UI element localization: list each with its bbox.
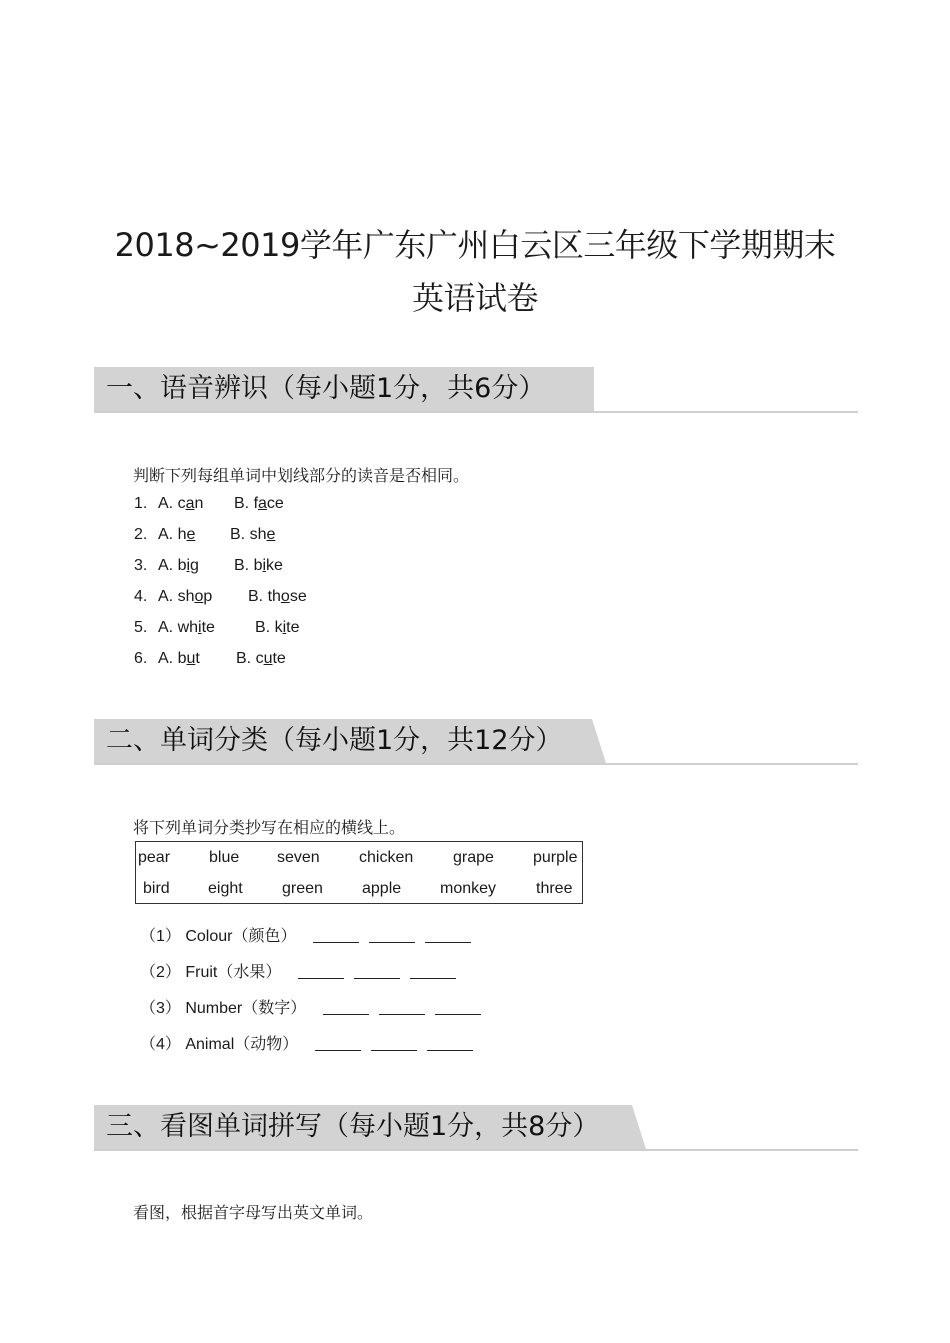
option-text: A. h <box>158 526 187 543</box>
option-a <box>158 619 255 637</box>
page-title-line1: 2018~2019学年广东广州白云区三年级下学期期末 <box>114 226 836 264</box>
word-bank-word: grape <box>453 849 494 866</box>
option-text: t <box>195 650 200 667</box>
section-rule <box>94 763 858 765</box>
option-text: A. c <box>158 495 186 512</box>
question-item <box>134 619 299 637</box>
answer-blank[interactable] <box>371 1036 417 1051</box>
underlined-letters: ig <box>186 557 199 574</box>
option-b <box>255 619 299 637</box>
word-bank-word: monkey <box>440 880 497 897</box>
section-heading-text: 一、语音辨识（每小题1分，共6分） <box>106 373 546 404</box>
underlined-letters: o <box>194 588 204 605</box>
option-text: B. sh <box>230 526 267 543</box>
word-bank-word: green <box>282 880 323 897</box>
answer-blank[interactable] <box>323 1000 369 1015</box>
option-text: B. c <box>236 650 264 667</box>
section-heading-1 <box>94 367 858 413</box>
underlined-letters: u <box>263 650 273 667</box>
answer-blank[interactable] <box>379 1000 425 1015</box>
question-number: 2. <box>134 526 148 543</box>
option-b <box>236 650 286 668</box>
answer-blank[interactable] <box>298 964 344 979</box>
section-heading-text: 二、单词分类（每小题1分，共12分） <box>106 725 563 756</box>
underlined-letters: u <box>186 650 196 667</box>
section-heading-2 <box>94 719 858 765</box>
question-item <box>134 557 283 575</box>
question-number: 3. <box>134 557 148 574</box>
option-a <box>158 557 234 575</box>
question-item <box>134 650 286 668</box>
category-fruit <box>140 959 466 982</box>
option-text: B. f <box>234 495 259 512</box>
option-a <box>158 495 234 513</box>
question-number: 5. <box>134 619 148 636</box>
question-number: 1. <box>134 495 148 512</box>
option-b <box>248 588 307 606</box>
section-rule <box>94 411 858 413</box>
option-text: te <box>272 650 286 667</box>
answer-blank[interactable] <box>354 964 400 979</box>
option-b <box>234 495 284 513</box>
option-a <box>158 588 248 606</box>
answer-blank[interactable] <box>435 1000 481 1015</box>
word-bank-word: purple <box>533 849 578 866</box>
option-text: p <box>203 588 213 605</box>
section-heading-text: 三、看图单词拼写（每小题1分，共8分） <box>106 1111 600 1142</box>
option-b <box>234 557 283 575</box>
section-heading-3 <box>94 1105 858 1151</box>
underlined-letters: i <box>282 619 287 636</box>
category-number <box>140 995 491 1018</box>
option-text: B. th <box>248 588 281 605</box>
part3-instruction: 看图，根据首字母写出英文单词。 <box>133 1203 374 1222</box>
answer-blank[interactable] <box>315 1036 361 1051</box>
option-text: B. b <box>234 557 263 574</box>
category-animal <box>140 1031 483 1054</box>
category-colour <box>140 923 481 946</box>
word-bank-word: chicken <box>359 849 414 866</box>
part2-instruction: 将下列单词分类抄写在相应的横线上。 <box>133 818 406 837</box>
page-title-line2: 英语试卷 <box>411 279 538 317</box>
option-text: B. k <box>255 619 283 636</box>
underlined-letters: e <box>186 526 196 543</box>
underlined-letters: a <box>185 495 195 512</box>
option-text: A. b <box>158 557 187 574</box>
underlined-letters: a <box>258 495 267 512</box>
answer-blank[interactable] <box>410 964 456 979</box>
option-text: te <box>286 619 300 636</box>
underlined-letters: e <box>266 526 276 543</box>
question-item <box>134 495 284 513</box>
option-text: ke <box>266 557 283 574</box>
option-text: A. b <box>158 650 187 667</box>
category-label: （4） Animal（动物） <box>140 1036 299 1053</box>
underlined-letters: o <box>280 588 290 605</box>
option-text: A. wh <box>158 619 199 636</box>
word-bank-word: blue <box>209 849 240 866</box>
word-bank-word: apple <box>362 880 402 897</box>
option-b <box>230 526 275 544</box>
question-item <box>134 588 307 606</box>
question-number: 6. <box>134 650 148 667</box>
option-a <box>158 526 230 544</box>
category-label: （1） Colour（颜色） <box>140 928 297 945</box>
part1-instruction: 判断下列每组单词中划线部分的读音是否相同。 <box>133 466 470 485</box>
word-bank-box <box>135 841 583 904</box>
option-text: A. sh <box>158 588 195 605</box>
answer-blank[interactable] <box>427 1036 473 1051</box>
category-label: （2） Fruit（水果） <box>140 964 282 981</box>
underlined-letters: i <box>262 557 267 574</box>
answer-blank[interactable] <box>425 928 471 943</box>
question-number: 4. <box>134 588 148 605</box>
option-text: te <box>201 619 215 636</box>
word-bank-word: pear <box>138 849 171 866</box>
answer-blank[interactable] <box>313 928 359 943</box>
question-item <box>134 526 275 544</box>
option-text: se <box>289 588 307 605</box>
word-bank-word: eight <box>208 880 243 897</box>
answer-blank[interactable] <box>369 928 415 943</box>
option-a <box>158 650 236 668</box>
word-bank-word: bird <box>143 880 170 897</box>
option-text: ce <box>266 495 284 512</box>
word-bank-word: seven <box>277 849 320 866</box>
word-bank-word: three <box>536 880 573 897</box>
category-label: （3） Number（数字） <box>140 1000 307 1017</box>
underlined-letters: i <box>198 619 202 636</box>
section-rule <box>94 1149 858 1151</box>
option-text: n <box>194 495 204 512</box>
